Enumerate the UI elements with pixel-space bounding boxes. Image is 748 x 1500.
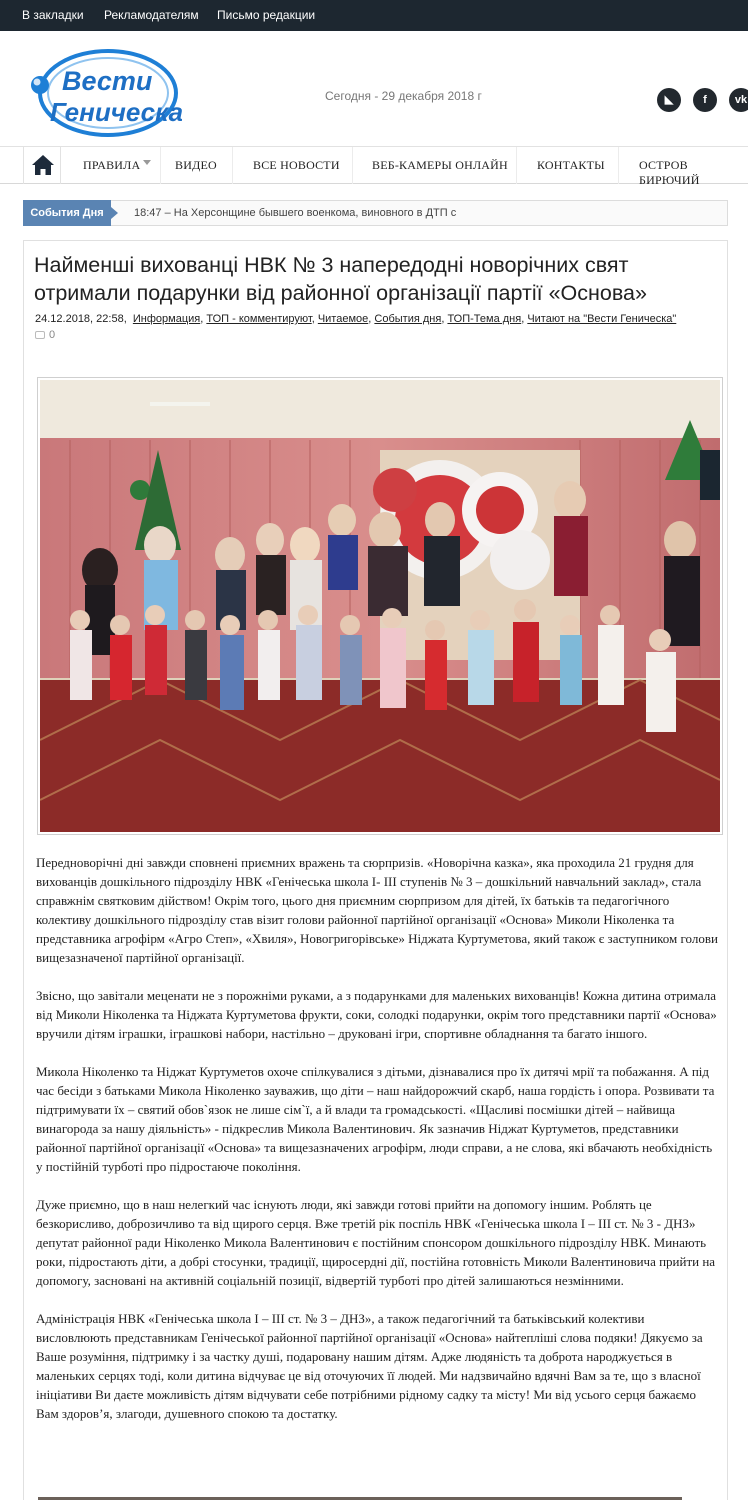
nav-item-webcams[interactable]: ВЕБ-КАМЕРЫ ОНЛАЙН (372, 158, 508, 172)
article-paragraph: Адміністрація НВК «Генічеська школа І – ІІІ ст. № 3 – ДНЗ», а також педагогічний та батьківський колективи висловлюють представникам Генічеської районної партійної організації «Основа» найтепліші слова подяки! Дякуємо за Ваше розуміння, підтримку і за частку душі, подаровану нашим дітям. Адже людяність та доброта народжується в маленьких серцях тоді, коли дитина відчуває це від оточуючих її людей. Ми надзвичайно вдячні Вам за те, що з власної ініціативи Ви даєте можливість дітям відчувати себе потрібними рідному садку та місту! Ми від усього серця бажаємо Вам здоров’я, злагоди, душевного спокою та достатку. (36, 1311, 703, 1421)
comments-count: 0 (49, 329, 56, 341)
editor-letter-link[interactable]: Письмо редакции (217, 8, 316, 22)
nav-item-biryuchiy[interactable]: ОСТРОВ БИРЮЧИЙ (639, 158, 700, 187)
comment-icon (35, 331, 45, 339)
category-link[interactable]: Читают на "Вести Геническа" (527, 313, 677, 325)
chevron-down-icon (143, 160, 151, 165)
ticker-headline[interactable]: 18:47 – На Херсонщине бывшего военкома, виновного в ДТП с (134, 207, 457, 219)
article-photo[interactable] (37, 377, 723, 835)
article-body (36, 853, 718, 1442)
article-date: 24.12.2018, 22:58, (35, 313, 127, 325)
article-paragraph: Звісно, що завітали меценати не з порожніми руками, а з подарунками для маленьких вихованців! Кожна дитина отримала від Миколи Ніколенка та Ніджата Куртуметова фрукти, соки, солодкі подарунки, окрім того представники партії «Основа» вручили дітям іграшки, іграшкові набори, настільно – друковані ігри, спортивне обладнання та багато іншого. (36, 988, 717, 1041)
article-meta: 24.12.2018, 22:58, Информация, ТОП - комментируют, Читаемое, События дня, ТОП-Тема дня, Читают на "Вести Геническа" (35, 313, 677, 325)
article (23, 240, 728, 1500)
nav-item-contacts[interactable]: КОНТАКТЫ (537, 158, 605, 172)
main-nav (0, 146, 748, 187)
category-link[interactable]: Читаемое (317, 313, 369, 325)
ticker-label: События Дня (23, 200, 111, 226)
comments-counter[interactable] (35, 329, 55, 341)
site-header (0, 31, 748, 146)
logo-text-line1: Вести (62, 66, 153, 96)
article-paragraph: Дуже приємно, що в наш нелегкий час існують люди, які завжди готові прийти на допомогу іншим. Роблять це безкорисливо, доброзичливо та від щирого серця. Вже третій рік поспіль НВК «Генічеська школа І – ІІІ ст. № 3 - ДНЗ» депутат районної ради Ніколенко Микола Валентинович є постійним спонсором дошкільного підрозділу НВК. Минають роки, підростають діти, а добрі стосунки, традиції, щиросердні дії, постійна готовність Миколи Валентиновича прийти на допомогу, засновані на активній соціальній позиції, відвертій турботі про дітей залишаються незмінними. (36, 1197, 716, 1288)
nav-item-rules[interactable]: ПРАВИЛА (83, 158, 141, 172)
nav-item-video[interactable]: ВИДЕО (175, 158, 217, 172)
nav-item-all-news[interactable]: ВСЕ НОВОСТИ (253, 158, 340, 172)
vk-icon[interactable]: vk (729, 88, 748, 112)
category-link[interactable]: Информация (132, 313, 201, 325)
group-photo-image (40, 380, 720, 832)
facebook-icon[interactable]: f (693, 88, 717, 112)
article-paragraph: Микола Ніколенко та Ніджат Куртуметов охоче спілкувалися з дітьми, дізнавалися про їх дитячі мрії та побажання. А під час бесіди з батьками Микола Ніколенко зауважив, що діти – наш найдорожчий скарб, наша гордість і опора. Розвивати та підтримувати їх – святий обов`язок не лише сім`ї, а й влади та громадськості. «Щасливі посмішки дітей – найвища винагорода за нашу діяльність» - підкреслив Микола Валентинович. Як зазначив Ніджат Куртуметов, представники районної партійної організації «Основа» та вищезазначених агрофірм, люди справи, а не слова, які вбачають необхідність у постійній турботі про підростаюче покоління. (36, 1064, 715, 1174)
current-date: Сегодня - 29 декабря 2018 г (325, 89, 482, 103)
top-bar (0, 0, 748, 31)
logo-text-line2: Геническа (50, 97, 182, 127)
article-title: Найменші вихованці НВК № 3 напередодні новорічних свят отримали подарунки від районної організації партії «Основа» (34, 253, 647, 305)
category-link[interactable]: ТОП-Тема дня (447, 313, 522, 325)
category-link[interactable]: ТОП - комментируют (206, 313, 312, 325)
category-link[interactable]: События дня (374, 313, 442, 325)
news-ticker (23, 200, 728, 226)
home-icon (24, 147, 62, 184)
rss-icon[interactable]: ◣ (657, 88, 681, 112)
nav-home[interactable] (23, 147, 61, 184)
site-logo[interactable] (22, 45, 182, 141)
bookmark-link[interactable]: В закладки (22, 8, 84, 22)
advertisers-link[interactable]: Рекламодателям (104, 8, 199, 22)
article-paragraph: Передноворічні дні завжди сповнені приємних вражень та сюрпризів. «Новорічна казка», яка проходила 21 грудня для вихованців дошкільного підрозділу НВК «Генічеська школа І- ІІІ ступенів № 3 – дошкільний навчальний заклад», стала справжнім святковим дійством! Окрім того, цього дня приємним сюрпризом для дітей, їх батьків та педагогічного колективу дошкільного підрозділу став візит голови районної партійної організації «Основа» Миколи Ніколенка та представника агрофірм «Агро Степ», «Хвиля», Новогригорівське» Ніджата Куртуметова, який також є заступником голови вищезазначеної партійної організації. (36, 855, 718, 965)
